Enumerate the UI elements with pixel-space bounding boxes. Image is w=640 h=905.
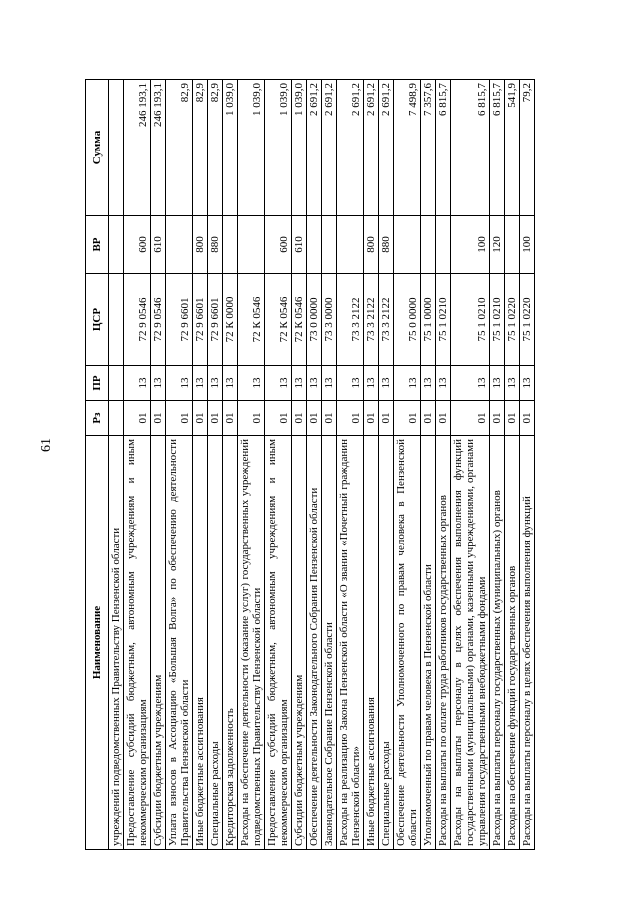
table-row [364, 80, 379, 850]
budget-table [85, 79, 535, 850]
table-row [436, 80, 451, 850]
cell-vr: 100 [520, 216, 535, 274]
cell-name: Обеспечение деятельности Уполномоченного по правам человека в Пензенской области [394, 436, 421, 850]
cell-sum: 82,9 [208, 80, 223, 216]
cell-csr: 72 9 6601 [166, 274, 193, 366]
cell-vr: 800 [193, 216, 208, 274]
cell-sum [109, 80, 124, 216]
cell-vr: 120 [490, 216, 505, 274]
cell-vr: 880 [379, 216, 394, 274]
cell-rz: 01 [490, 401, 505, 436]
cell-csr: 73 3 2122 [337, 274, 364, 366]
cell-name: Специальные расходы [208, 436, 223, 850]
cell-sum: 1 039,0 [238, 80, 265, 216]
cell-sum: 246 193,1 [151, 80, 166, 216]
cell-rz: 01 [265, 401, 292, 436]
cell-csr: 73 3 2122 [379, 274, 394, 366]
cell-sum: 541,9 [505, 80, 520, 216]
cell-rz: 01 [436, 401, 451, 436]
cell-rz: 01 [193, 401, 208, 436]
cell-rz: 01 [292, 401, 307, 436]
cell-rz: 01 [151, 401, 166, 436]
table-row [292, 80, 307, 850]
cell-pr: 13 [322, 366, 337, 401]
table-row [421, 80, 436, 850]
cell-rz: 01 [379, 401, 394, 436]
cell-name: Кредиторская задолженность [223, 436, 238, 850]
header-rz: Рз [86, 401, 109, 436]
cell-csr: 75 1 0210 [490, 274, 505, 366]
cell-vr: 100 [451, 216, 490, 274]
cell-vr [322, 216, 337, 274]
cell-vr: 800 [364, 216, 379, 274]
cell-name: Расходы на выплаты персоналу в целях обеспечения выполнения функций [520, 436, 535, 850]
cell-pr: 13 [223, 366, 238, 401]
cell-csr: 72 9 6601 [193, 274, 208, 366]
cell-pr: 13 [124, 366, 151, 401]
cell-sum: 6 815,7 [436, 80, 451, 216]
table-row [193, 80, 208, 850]
cell-sum: 7 357,6 [421, 80, 436, 216]
table-row [151, 80, 166, 850]
cell-sum: 2 691,2 [307, 80, 322, 216]
cell-sum: 2 691,2 [379, 80, 394, 216]
cell-vr [166, 216, 193, 274]
table-row [451, 80, 490, 850]
cell-rz: 01 [364, 401, 379, 436]
cell-sum: 246 193,1 [124, 80, 151, 216]
table-body [109, 80, 535, 850]
cell-sum: 1 039,0 [223, 80, 238, 216]
cell-csr: 75 1 0220 [520, 274, 535, 366]
cell-vr [337, 216, 364, 274]
cell-pr: 13 [394, 366, 421, 401]
cell-vr [223, 216, 238, 274]
cell-pr: 13 [208, 366, 223, 401]
cell-csr: 75 1 0210 [451, 274, 490, 366]
header-vr: ВР [86, 216, 109, 274]
cell-pr: 13 [166, 366, 193, 401]
cell-sum: 82,9 [166, 80, 193, 216]
cell-csr [109, 274, 124, 366]
cell-csr: 72 К 0546 [265, 274, 292, 366]
cell-pr: 13 [379, 366, 394, 401]
cell-pr [109, 366, 124, 401]
table-row [208, 80, 223, 850]
cell-sum: 82,9 [193, 80, 208, 216]
table-row [307, 80, 322, 850]
cell-rz: 01 [421, 401, 436, 436]
cell-sum: 1 039,0 [292, 80, 307, 216]
cell-sum: 1 039,0 [265, 80, 292, 216]
cell-vr [421, 216, 436, 274]
table-row [520, 80, 535, 850]
table-row [322, 80, 337, 850]
cell-rz [109, 401, 124, 436]
cell-name: Субсидии бюджетным учреждениям [151, 436, 166, 850]
cell-rz: 01 [322, 401, 337, 436]
cell-csr: 75 1 0220 [505, 274, 520, 366]
cell-csr: 75 1 0210 [436, 274, 451, 366]
cell-csr: 75 1 0000 [421, 274, 436, 366]
cell-rz: 01 [124, 401, 151, 436]
cell-sum: 7 498,9 [394, 80, 421, 216]
cell-name: Уплата взносов в Ассоциацию «Большая Волга» по обеспечению деятельности Правительства Пензенской области [166, 436, 193, 850]
cell-name: Законодательное Собрание Пензенской области [322, 436, 337, 850]
cell-csr: 75 0 0000 [394, 274, 421, 366]
cell-rz: 01 [238, 401, 265, 436]
cell-name: Иные бюджетные ассигнования [364, 436, 379, 850]
header-csr: ЦСР [86, 274, 109, 366]
cell-sum: 6 815,7 [490, 80, 505, 216]
cell-pr: 13 [520, 366, 535, 401]
cell-pr: 13 [307, 366, 322, 401]
cell-name: Расходы на выплаты персоналу в целях обеспечения выполнения функций государственными (муниципальными) органами, казенными учреждениями, органами управления государственными внебюджетными фондами [451, 436, 490, 850]
cell-pr: 13 [265, 366, 292, 401]
cell-vr [394, 216, 421, 274]
cell-csr: 73 3 2122 [364, 274, 379, 366]
cell-vr: 600 [124, 216, 151, 274]
cell-name: Расходы на выплаты по оплате труда работников государственных органов [436, 436, 451, 850]
cell-rz: 01 [208, 401, 223, 436]
cell-vr: 610 [292, 216, 307, 274]
cell-sum: 6 815,7 [451, 80, 490, 216]
cell-pr: 13 [364, 366, 379, 401]
table-row [505, 80, 520, 850]
cell-rz: 01 [520, 401, 535, 436]
cell-rz: 01 [166, 401, 193, 436]
cell-pr: 13 [193, 366, 208, 401]
header-name: Наименование [86, 436, 109, 850]
cell-name: Иные бюджетные ассигнования [193, 436, 208, 850]
rotated-page-content [85, 80, 555, 850]
cell-name: Расходы на реализацию Закона Пензенской области «О звании «Почетный гражданин Пензенской области» [337, 436, 364, 850]
cell-rz: 01 [505, 401, 520, 436]
cell-pr: 13 [490, 366, 505, 401]
cell-csr: 72 9 0546 [151, 274, 166, 366]
cell-sum: 2 691,2 [337, 80, 364, 216]
cell-rz: 01 [223, 401, 238, 436]
table-row [490, 80, 505, 850]
cell-name: Расходы на выплаты персоналу государственных (муниципальных) органов [490, 436, 505, 850]
cell-pr: 13 [436, 366, 451, 401]
cell-sum: 2 691,2 [322, 80, 337, 216]
cell-name: Уполномоченный по правам человека в Пензенской области [421, 436, 436, 850]
cell-pr: 13 [421, 366, 436, 401]
cell-rz: 01 [337, 401, 364, 436]
cell-rz: 01 [307, 401, 322, 436]
table-row [166, 80, 193, 850]
cell-name: Расходы на обеспечение деятельности (оказание услуг) государственных учреждений подведомственных Правительству Пензенской области [238, 436, 265, 850]
cell-vr [505, 216, 520, 274]
cell-name: Предоставление субсидий бюджетным, автономным учреждениям и иным некоммерческим организациям [265, 436, 292, 850]
cell-csr: 72 К 0546 [292, 274, 307, 366]
cell-sum: 79,2 [520, 80, 535, 216]
cell-vr: 610 [151, 216, 166, 274]
cell-vr [307, 216, 322, 274]
cell-pr: 13 [337, 366, 364, 401]
table-row [223, 80, 238, 850]
cell-vr [436, 216, 451, 274]
table-row [124, 80, 151, 850]
cell-rz: 01 [394, 401, 421, 436]
cell-name: учреждений подведомственных Правительству Пензенской области [109, 436, 124, 850]
cell-vr [109, 216, 124, 274]
cell-csr: 72 К 0546 [238, 274, 265, 366]
cell-pr: 13 [451, 366, 490, 401]
header-sum: Сумма [86, 80, 109, 216]
cell-pr: 13 [505, 366, 520, 401]
cell-csr: 72 9 6601 [208, 274, 223, 366]
cell-pr: 13 [238, 366, 265, 401]
table-row [265, 80, 292, 850]
table-row [394, 80, 421, 850]
cell-rz: 01 [451, 401, 490, 436]
cell-name: Обеспечение деятельности Законодательного Собрания Пензенской области [307, 436, 322, 850]
cell-csr: 73 0 0000 [307, 274, 322, 366]
cell-pr: 13 [292, 366, 307, 401]
page-number: 61 [39, 438, 54, 452]
header-pr: ПР [86, 366, 109, 401]
table-row [379, 80, 394, 850]
cell-pr: 13 [151, 366, 166, 401]
cell-name: Субсидии бюджетным учреждениям [292, 436, 307, 850]
table-header-row [86, 80, 109, 850]
cell-name: Специальные расходы [379, 436, 394, 850]
cell-vr: 880 [208, 216, 223, 274]
cell-vr [238, 216, 265, 274]
table-row [238, 80, 265, 850]
cell-sum: 2 691,2 [364, 80, 379, 216]
table-row [109, 80, 124, 850]
cell-csr: 72 9 0546 [124, 274, 151, 366]
table-row [337, 80, 364, 850]
cell-name: Предоставление субсидий бюджетным, автономным учреждениям и иным некоммерческим организациям [124, 436, 151, 850]
cell-csr: 73 3 0000 [322, 274, 337, 366]
cell-csr: 72 К 0000 [223, 274, 238, 366]
cell-name: Расходы на обеспечение функций государственных органов [505, 436, 520, 850]
cell-vr: 600 [265, 216, 292, 274]
